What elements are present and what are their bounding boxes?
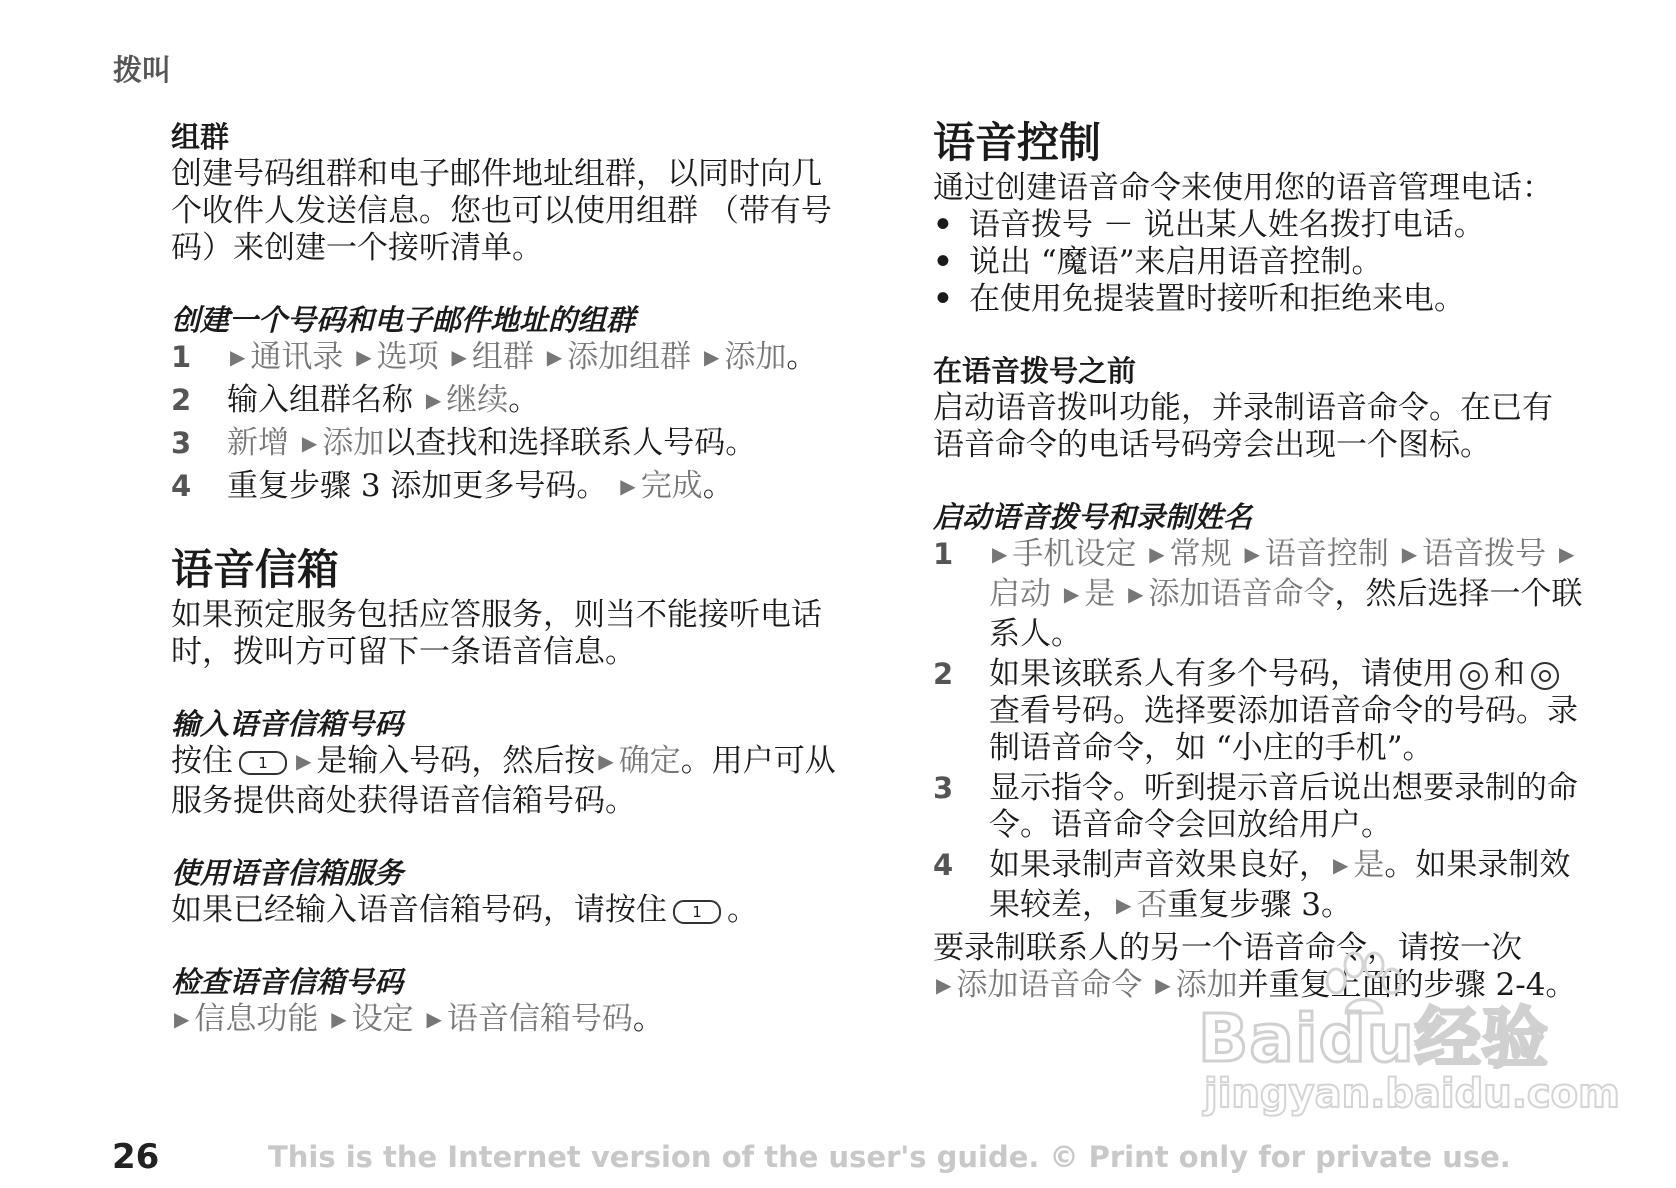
nav-add: 添加 — [724, 339, 787, 375]
punctuation: 。 — [786, 339, 818, 375]
list-item — [933, 847, 1583, 927]
step-text: 以查找和选择联系人号码。 — [384, 425, 757, 461]
baidu-watermark — [1198, 985, 1620, 1135]
punctuation: 。 — [702, 468, 734, 504]
nav-add-group: 添加组群 — [567, 339, 692, 375]
bullet-text: 语音拨号 － 说出某人姓名拨打电话。 — [969, 207, 1485, 243]
text-segment: 。用户可从服务提供商处获得语音信箱号码。 — [171, 743, 836, 819]
text-segment: 如果已经输入语音信箱号码，请按住 — [171, 892, 667, 928]
step-number: 1 — [933, 537, 954, 571]
step-text: 重复步骤 3 添加更多号码。 — [227, 468, 608, 504]
step-number: 3 — [171, 426, 192, 460]
activate-heading: 启动语音拨号和录制姓名 — [933, 500, 1253, 534]
nav-ok: 确定 — [618, 743, 681, 779]
list-item — [933, 244, 1583, 281]
list-item — [933, 536, 1583, 653]
check-number-path — [171, 1001, 841, 1041]
nav-new: 新增 — [227, 425, 289, 461]
text-segment: 。如果录制效果较差， — [989, 847, 1571, 923]
text-segment: 如果该联系人有多个号码，请使用 — [989, 656, 1454, 692]
before-paragraph: 启动语音拨叫功能，并录制语音命令。在已有语音命令的电话号码旁会出现一个图标。 — [933, 390, 1553, 463]
nav-groups: 组群 — [471, 339, 534, 375]
arrow-icon: ▶ — [598, 749, 614, 773]
bullet-text: 在使用免提装置时接听和拒绝来电。 — [969, 281, 1465, 317]
nav-phone-settings: 手机设定 — [1012, 536, 1137, 572]
punctuation: 。 — [508, 382, 540, 418]
list-item — [171, 468, 841, 508]
voice-control-bullets — [933, 207, 1583, 318]
create-group-heading: 创建一个号码和电子邮件地址的组群 — [171, 303, 636, 337]
arrow-icon: ▶ — [1063, 582, 1080, 606]
left-column — [171, 118, 841, 1041]
footer-notice: This is the Internet version of the user's guide. © Print only for private use. — [268, 1140, 1511, 1174]
voicemail-paragraph: 如果预定服务包括应答服务，则当不能接听电话时，拨叫方可留下一条语音信息。 — [171, 597, 822, 670]
bullet-text: 说出 “魔语”来启用语音控制。 — [969, 244, 1383, 280]
nav-general: 常规 — [1169, 536, 1232, 572]
enter-number-paragraph — [171, 743, 841, 820]
bullet-icon: • — [933, 281, 953, 317]
use-service-paragraph — [171, 892, 841, 929]
nav-yes: 是 — [1353, 847, 1385, 883]
arrow-icon: ▶ — [992, 542, 1008, 566]
nav-yes: 是 — [1084, 576, 1116, 612]
arrow-icon: ▶ — [1401, 542, 1418, 566]
groups-paragraph: 创建号码组群和电子邮件地址组群，以同时向几个收件人发送信息。您也可以使用组群 （带有号码）来创建一个接听清单。 — [171, 156, 832, 266]
voice-control-heading: 语音控制 — [933, 118, 1102, 167]
use-service-heading: 使用语音信箱服务 — [171, 856, 404, 890]
step-number: 3 — [933, 771, 954, 805]
punctuation: 。 — [727, 892, 758, 928]
arrow-icon: ▶ — [230, 345, 246, 369]
list-item — [171, 339, 841, 379]
bullet-icon: • — [933, 207, 953, 243]
nav-no: 否 — [1136, 887, 1168, 923]
page-number: 26 — [112, 1137, 160, 1177]
list-item — [933, 770, 1583, 844]
text-segment: 按住 — [171, 743, 233, 779]
step-text: 输入组群名称 — [227, 382, 413, 418]
text-segment: 重复步骤 3。 — [1167, 887, 1352, 923]
arrow-icon: ▶ — [174, 1007, 190, 1031]
navigation-key-icon — [1460, 662, 1488, 690]
nav-contacts: 通讯录 — [250, 339, 344, 375]
nav-voicemail-number: 语音信箱号码 — [446, 1001, 633, 1037]
enter-number-heading: 输入语音信箱号码 — [171, 707, 404, 741]
nav-continue: 继续 — [446, 382, 509, 418]
text-segment: 要录制联系人的另一个语音命令，请按一次 — [933, 930, 1522, 966]
nav-add-voice-command: 添加语音命令 — [956, 967, 1143, 1003]
arrow-icon: ▶ — [620, 474, 636, 498]
step-number: 4 — [933, 848, 954, 882]
check-number-heading: 检查语音信箱号码 — [171, 965, 404, 999]
arrow-icon: ▶ — [1155, 973, 1171, 997]
navigation-key-icon — [1531, 662, 1559, 690]
list-item — [171, 382, 841, 422]
arrow-icon: ▶ — [1559, 542, 1575, 566]
groups-heading: 组群 — [171, 120, 230, 154]
nav-voice-dialing: 语音拨号 — [1422, 536, 1547, 572]
step-number: 4 — [171, 469, 192, 503]
arrow-icon: ▶ — [1244, 542, 1260, 566]
right-column — [933, 118, 1583, 1007]
key-1-icon: 1 — [673, 900, 721, 924]
list-item — [933, 207, 1583, 244]
nav-add: 添加 — [1175, 967, 1238, 1003]
nav-done: 完成 — [640, 468, 703, 504]
running-header: 拨叫 — [113, 53, 172, 87]
punctuation: 。 — [632, 1001, 664, 1037]
arrow-icon: ▶ — [1128, 582, 1144, 606]
list-item — [933, 656, 1583, 767]
arrow-icon: ▶ — [546, 345, 563, 369]
arrow-icon: ▶ — [301, 431, 318, 455]
nav-options: 选项 — [376, 339, 439, 375]
arrow-icon: ▶ — [1149, 542, 1165, 566]
arrow-icon: ▶ — [426, 1007, 442, 1031]
nav-activate: 启动 — [989, 576, 1051, 612]
step-number: 1 — [171, 340, 192, 374]
voicemail-heading: 语音信箱 — [171, 545, 340, 594]
arrow-icon: ▶ — [1116, 893, 1132, 917]
arrow-icon: ▶ — [704, 345, 720, 369]
nav-add-voice-command: 添加语音命令 — [1148, 576, 1335, 612]
arrow-icon: ▶ — [451, 345, 467, 369]
nav-add: 添加 — [322, 425, 385, 461]
watermark-url: jingyan.baidu.com — [1204, 1071, 1620, 1117]
text-segment: 是输入号码，然后按 — [316, 743, 596, 779]
text-segment: 查看号码。选择要添加语音命令的号码。录制语音命令，如 “小庄的手机”。 — [989, 693, 1578, 766]
bullet-icon: • — [933, 244, 953, 280]
list-item — [933, 281, 1583, 318]
voice-control-intro: 通过创建语音命令来使用您的语音管理电话： — [933, 170, 1553, 206]
create-group-steps — [171, 339, 841, 508]
arrow-icon: ▶ — [425, 388, 442, 412]
key-1-icon: 1 — [239, 751, 287, 775]
arrow-icon: ▶ — [356, 345, 372, 369]
arrow-icon: ▶ — [331, 1007, 347, 1031]
nav-messaging: 信息功能 — [194, 1001, 319, 1037]
step-text: 显示指令。听到提示音后说出想要录制的命令。语音命令会回放给用户。 — [989, 770, 1578, 843]
text-segment: 并重复上面的步骤 2-4。 — [1237, 967, 1577, 1003]
text-segment: 如果录制声音效果良好， — [989, 847, 1330, 883]
step-text: ，然后选择一个联系人。 — [989, 576, 1583, 652]
nav-settings: 设定 — [351, 1001, 414, 1037]
text-segment: 和 — [1494, 656, 1525, 692]
activate-steps — [933, 536, 1583, 927]
nav-voice-control: 语音控制 — [1264, 536, 1389, 572]
list-item — [171, 425, 841, 465]
step-number: 2 — [171, 383, 192, 417]
arrow-icon: ▶ — [936, 973, 952, 997]
watermark-logo: Baidu经验 — [1198, 1000, 1549, 1077]
before-heading: 在语音拨号之前 — [933, 354, 1137, 388]
arrow-icon: ▶ — [1333, 853, 1349, 877]
arrow-icon: ▶ — [296, 749, 312, 773]
step-number: 2 — [933, 657, 954, 691]
